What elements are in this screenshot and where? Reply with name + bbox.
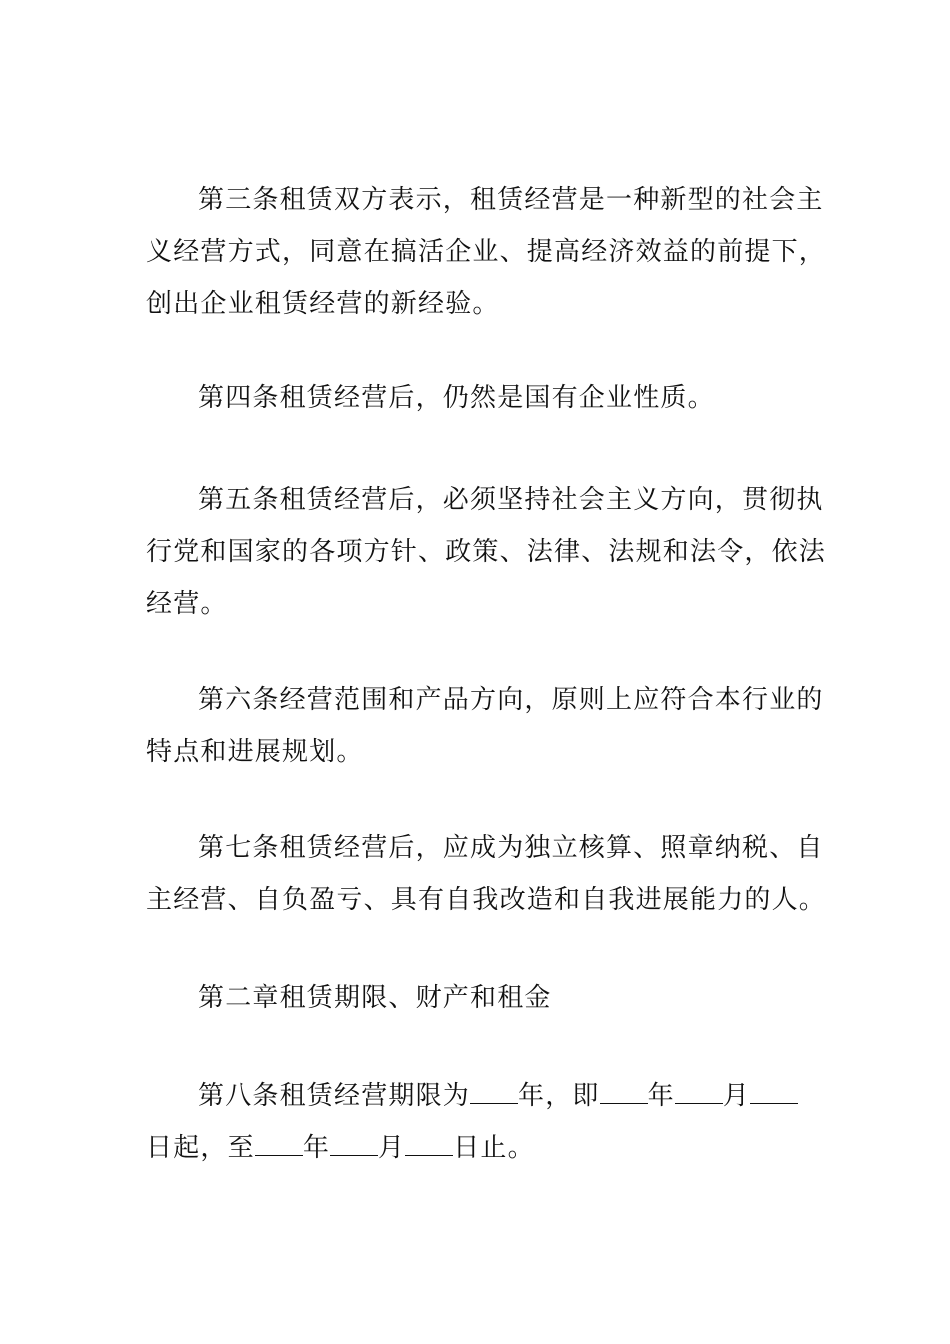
text-line: 义经营方式，同意在搞活企业、提高经济效益的前提下， [146,237,827,267]
text-segment: 第八条租赁经营期限为 [198,1081,471,1111]
fill-in-blank-years[interactable] [470,1081,518,1104]
text-line [146,1070,806,1122]
article-3-paragraph [146,174,827,330]
text-segment: 日止。 [453,1133,535,1163]
text-segment: 月 [722,1081,751,1111]
text-segment: 月 [378,1133,406,1163]
article-6-paragraph [146,674,824,778]
text-segment: 年，即 [518,1081,600,1111]
fill-in-blank-start-month[interactable] [675,1081,723,1104]
article-8-paragraph [146,1070,806,1174]
text-line: 第五条租赁经营后，必须坚持社会主义方向，贯彻执 [198,485,824,515]
fill-in-blank-start-year[interactable] [600,1081,648,1104]
article-7-paragraph [146,822,827,926]
text-line: 第六条经营范围和产品方向，原则上应符合本行业的 [198,685,824,715]
text-line: 第三条租赁双方表示，租赁经营是一种新型的社会主 [198,185,824,215]
fill-in-blank-end-year[interactable] [255,1133,303,1156]
text-line: 第四条租赁经营后，仍然是国有企业性质。 [198,383,715,413]
fill-in-blank-end-month[interactable] [330,1133,378,1156]
text-line: 特点和进展规划。 [146,737,364,767]
text-line: 创出企业租赁经营的新经验。 [146,289,500,319]
text-line: 行党和国家的各项方针、政策、法律、法规和法令，依法 [146,537,827,567]
fill-in-blank-end-day[interactable] [405,1133,453,1156]
text-line: 经营。 [146,589,228,619]
text-segment: 年 [647,1081,675,1111]
text-line: 第二章租赁期限、财产和租金 [198,983,552,1013]
text-line: 主经营、自负盈亏、具有自我改造和自我进展能力的人。 [146,885,827,915]
text-line: 第七条租赁经营后，应成为独立核算、照章纳税、自 [198,833,824,863]
article-5-paragraph [146,474,827,630]
text-line [146,1122,806,1174]
text-segment: 年 [302,1133,331,1163]
chapter-2-heading [146,972,806,1024]
text-segment: 日起，至 [146,1133,255,1163]
article-4-paragraph [146,372,806,424]
fill-in-blank-start-day[interactable] [750,1081,798,1104]
